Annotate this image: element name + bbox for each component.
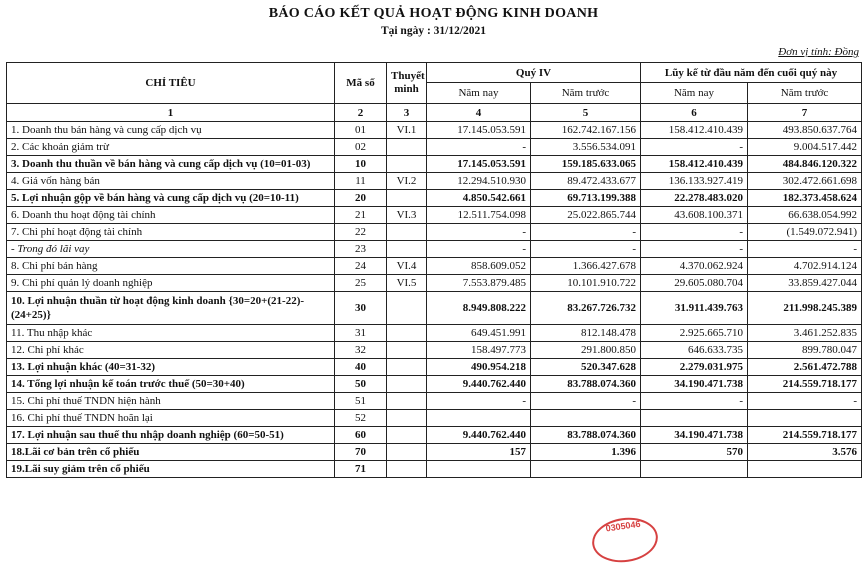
cumulative-this-year-value: 570 (641, 444, 748, 461)
cumulative-this-year-value: 2.279.031.975 (641, 359, 748, 376)
quarter-last-year-value: 83.788.074.360 (531, 376, 641, 393)
cumulative-last-year-value: 4.702.914.124 (748, 258, 862, 275)
quarter-last-year-value: 83.267.726.732 (531, 292, 641, 325)
income-statement-table (6, 62, 862, 478)
row-code: 70 (335, 444, 387, 461)
cumulative-last-year-value: 66.638.054.992 (748, 207, 862, 224)
cumulative-this-year-value: 158.412.410.439 (641, 156, 748, 173)
table-row (7, 156, 862, 173)
quarter-this-year-value: - (427, 393, 531, 410)
quarter-this-year-value: 17.145.053.591 (427, 122, 531, 139)
header-cumulative-this-year: Năm nay (641, 83, 748, 104)
row-code: 11 (335, 173, 387, 190)
row-label: - Trong đó lãi vay (7, 241, 335, 258)
cumulative-this-year-value: 22.278.483.020 (641, 190, 748, 207)
cumulative-this-year-value (641, 461, 748, 478)
cumulative-last-year-value (748, 410, 862, 427)
company-seal: 0305046 (589, 514, 660, 566)
quarter-last-year-value (531, 461, 641, 478)
cumulative-last-year-value: 302.472.661.698 (748, 173, 862, 190)
row-label: 18.Lãi cơ bản trên cổ phiếu (7, 444, 335, 461)
quarter-this-year-value: 9.440.762.440 (427, 376, 531, 393)
row-code: 40 (335, 359, 387, 376)
cumulative-this-year-value: 646.633.735 (641, 342, 748, 359)
quarter-this-year-value: - (427, 139, 531, 156)
quarter-this-year-value: 649.451.991 (427, 325, 531, 342)
table-row (7, 376, 862, 393)
quarter-last-year-value: 812.148.478 (531, 325, 641, 342)
quarter-last-year-value: 3.556.534.091 (531, 139, 641, 156)
cumulative-last-year-value (748, 461, 862, 478)
row-label: 5. Lợi nhuận gộp về bán hàng và cung cấp dịch vụ (20=10-11) (7, 190, 335, 207)
table-row (7, 207, 862, 224)
cumulative-this-year-value: - (641, 241, 748, 258)
header-quarter-last-year: Năm trước (531, 83, 641, 104)
cumulative-last-year-value: - (748, 241, 862, 258)
cumulative-this-year-value: - (641, 139, 748, 156)
cumulative-last-year-value: 899.780.047 (748, 342, 862, 359)
header-quarter-this-year: Năm nay (427, 83, 531, 104)
row-note (387, 461, 427, 478)
table-row (7, 359, 862, 376)
quarter-this-year-value: 4.850.542.661 (427, 190, 531, 207)
report-title: BÁO CÁO KẾT QUẢ HOẠT ĐỘNG KINH DOANH (268, 6, 599, 21)
row-note: VI.2 (387, 173, 427, 190)
cumulative-this-year-value: 34.190.471.738 (641, 427, 748, 444)
table-row (7, 325, 862, 342)
table-row (7, 122, 862, 139)
row-note (387, 393, 427, 410)
row-code: 52 (335, 410, 387, 427)
table-row (7, 427, 862, 444)
table-row (7, 190, 862, 207)
row-label: 7. Chi phí hoạt động tài chính (7, 224, 335, 241)
row-note (387, 139, 427, 156)
column-number: 1 (7, 104, 335, 122)
quarter-this-year-value: 7.553.879.485 (427, 275, 531, 292)
row-label: 14. Tổng lợi nhuận kế toán trước thuế (50=30+40) (7, 376, 335, 393)
header-thuyet-minh: Thuyết minh (387, 63, 427, 104)
cumulative-last-year-value: 484.846.120.322 (748, 156, 862, 173)
row-note (387, 224, 427, 241)
column-number: 4 (427, 104, 531, 122)
row-note: VI.3 (387, 207, 427, 224)
row-label: 15. Chi phí thuế TNDN hiện hành (7, 393, 335, 410)
row-note (387, 156, 427, 173)
cumulative-last-year-value: 211.998.245.389 (748, 292, 862, 325)
statement-rows (7, 122, 862, 478)
row-code: 31 (335, 325, 387, 342)
cumulative-last-year-value: - (748, 393, 862, 410)
row-note (387, 292, 427, 325)
row-note (387, 427, 427, 444)
row-note (387, 376, 427, 393)
table-row (7, 342, 862, 359)
report-date: Tại ngày : 31/12/2021 (380, 25, 487, 37)
quarter-last-year-value: - (531, 241, 641, 258)
table-row (7, 393, 862, 410)
cumulative-last-year-value: 493.850.637.764 (748, 122, 862, 139)
quarter-this-year-value: 157 (427, 444, 531, 461)
quarter-this-year-value: 17.145.053.591 (427, 156, 531, 173)
column-number-row (7, 104, 862, 122)
row-label: 19.Lãi suy giảm trên cổ phiếu (7, 461, 335, 478)
quarter-last-year-value: 291.800.850 (531, 342, 641, 359)
row-label: 4. Giá vốn hàng bán (7, 173, 335, 190)
row-label: 3. Doanh thu thuần về bán hàng và cung cấp dịch vụ (10=01-03) (7, 156, 335, 173)
cumulative-this-year-value: 31.911.439.763 (641, 292, 748, 325)
quarter-last-year-value: 1.366.427.678 (531, 258, 641, 275)
row-code: 50 (335, 376, 387, 393)
table-row (7, 139, 862, 156)
table-row (7, 410, 862, 427)
row-code: 21 (335, 207, 387, 224)
row-note (387, 325, 427, 342)
currency-unit: Đơn vị tính: Đồng (778, 46, 859, 58)
row-code: 01 (335, 122, 387, 139)
header-cumulative-last-year: Năm trước (748, 83, 862, 104)
header-ma-so: Mã số (335, 63, 387, 104)
cumulative-last-year-value: 182.373.458.624 (748, 190, 862, 207)
row-note: VI.5 (387, 275, 427, 292)
cumulative-this-year-value: - (641, 393, 748, 410)
table-row (7, 173, 862, 190)
row-code: 60 (335, 427, 387, 444)
row-label: 8. Chi phí bán hàng (7, 258, 335, 275)
quarter-last-year-value (531, 410, 641, 427)
quarter-last-year-value: 89.472.433.677 (531, 173, 641, 190)
row-code: 22 (335, 224, 387, 241)
row-note (387, 359, 427, 376)
row-note (387, 241, 427, 258)
row-label: 16. Chi phí thuế TNDN hoãn lại (7, 410, 335, 427)
quarter-this-year-value: 12.294.510.930 (427, 173, 531, 190)
row-code: 02 (335, 139, 387, 156)
quarter-last-year-value: - (531, 224, 641, 241)
column-number: 3 (387, 104, 427, 122)
row-label: 9. Chi phí quản lý doanh nghiệp (7, 275, 335, 292)
header-chi-tieu: CHỈ TIÊU (7, 63, 335, 104)
quarter-this-year-value: 9.440.762.440 (427, 427, 531, 444)
quarter-last-year-value: 1.396 (531, 444, 641, 461)
table-row (7, 224, 862, 241)
quarter-this-year-value: 158.497.773 (427, 342, 531, 359)
table-row (7, 461, 862, 478)
quarter-this-year-value: 490.954.218 (427, 359, 531, 376)
quarter-this-year-value: 12.511.754.098 (427, 207, 531, 224)
quarter-this-year-value: - (427, 224, 531, 241)
row-label: 11. Thu nhập khác (7, 325, 335, 342)
column-number: 6 (641, 104, 748, 122)
cumulative-this-year-value: 29.605.080.704 (641, 275, 748, 292)
quarter-last-year-value: 25.022.865.744 (531, 207, 641, 224)
row-code: 25 (335, 275, 387, 292)
row-label: 13. Lợi nhuận khác (40=31-32) (7, 359, 335, 376)
quarter-last-year-value: 520.347.628 (531, 359, 641, 376)
cumulative-this-year-value: 158.412.410.439 (641, 122, 748, 139)
cumulative-last-year-value: 214.559.718.177 (748, 376, 862, 393)
table-row (7, 444, 862, 461)
column-number: 5 (531, 104, 641, 122)
column-number: 7 (748, 104, 862, 122)
cumulative-this-year-value: 136.133.927.419 (641, 173, 748, 190)
cumulative-last-year-value: 3.576 (748, 444, 862, 461)
column-number: 2 (335, 104, 387, 122)
row-label: 6. Doanh thu hoạt động tài chính (7, 207, 335, 224)
cumulative-last-year-value: (1.549.072.941) (748, 224, 862, 241)
header-quarter: Quý IV (427, 63, 641, 83)
quarter-this-year-value (427, 410, 531, 427)
row-code: 71 (335, 461, 387, 478)
cumulative-last-year-value: 33.859.427.044 (748, 275, 862, 292)
table-row (7, 258, 862, 275)
row-code: 24 (335, 258, 387, 275)
row-label: 1. Doanh thu bán hàng và cung cấp dịch vụ (7, 122, 335, 139)
cumulative-last-year-value: 2.561.472.788 (748, 359, 862, 376)
cumulative-last-year-value: 214.559.718.177 (748, 427, 862, 444)
row-note (387, 190, 427, 207)
quarter-this-year-value: 8.949.808.222 (427, 292, 531, 325)
cumulative-this-year-value (641, 410, 748, 427)
table-row (7, 275, 862, 292)
quarter-last-year-value: 83.788.074.360 (531, 427, 641, 444)
cumulative-this-year-value: 34.190.471.738 (641, 376, 748, 393)
table-row (7, 292, 862, 325)
row-label: 10. Lợi nhuận thuần từ hoạt động kinh doanh {30=20+(21-22)-(24+25)} (7, 292, 335, 325)
row-label: 2. Các khoản giảm trừ (7, 139, 335, 156)
cumulative-last-year-value: 3.461.252.835 (748, 325, 862, 342)
quarter-last-year-value: 159.185.633.065 (531, 156, 641, 173)
row-note (387, 342, 427, 359)
cumulative-this-year-value: 2.925.665.710 (641, 325, 748, 342)
quarter-last-year-value: 69.713.199.388 (531, 190, 641, 207)
row-code: 32 (335, 342, 387, 359)
row-label: 12. Chi phí khác (7, 342, 335, 359)
row-code: 23 (335, 241, 387, 258)
table-row (7, 241, 862, 258)
row-note (387, 410, 427, 427)
header-cumulative: Lũy kế từ đầu năm đến cuối quý này (641, 63, 862, 83)
row-code: 20 (335, 190, 387, 207)
quarter-last-year-value: 162.742.167.156 (531, 122, 641, 139)
cumulative-this-year-value: 4.370.062.924 (641, 258, 748, 275)
quarter-this-year-value: 858.609.052 (427, 258, 531, 275)
cumulative-last-year-value: 9.004.517.442 (748, 139, 862, 156)
quarter-this-year-value: - (427, 241, 531, 258)
row-code: 30 (335, 292, 387, 325)
cumulative-this-year-value: - (641, 224, 748, 241)
row-note (387, 444, 427, 461)
row-note: VI.1 (387, 122, 427, 139)
quarter-this-year-value (427, 461, 531, 478)
row-label: 17. Lợi nhuận sau thuế thu nhập doanh nghiệp (60=50-51) (7, 427, 335, 444)
quarter-last-year-value: 10.101.910.722 (531, 275, 641, 292)
quarter-last-year-value: - (531, 393, 641, 410)
cumulative-this-year-value: 43.608.100.371 (641, 207, 748, 224)
row-code: 10 (335, 156, 387, 173)
row-code: 51 (335, 393, 387, 410)
row-note: VI.4 (387, 258, 427, 275)
